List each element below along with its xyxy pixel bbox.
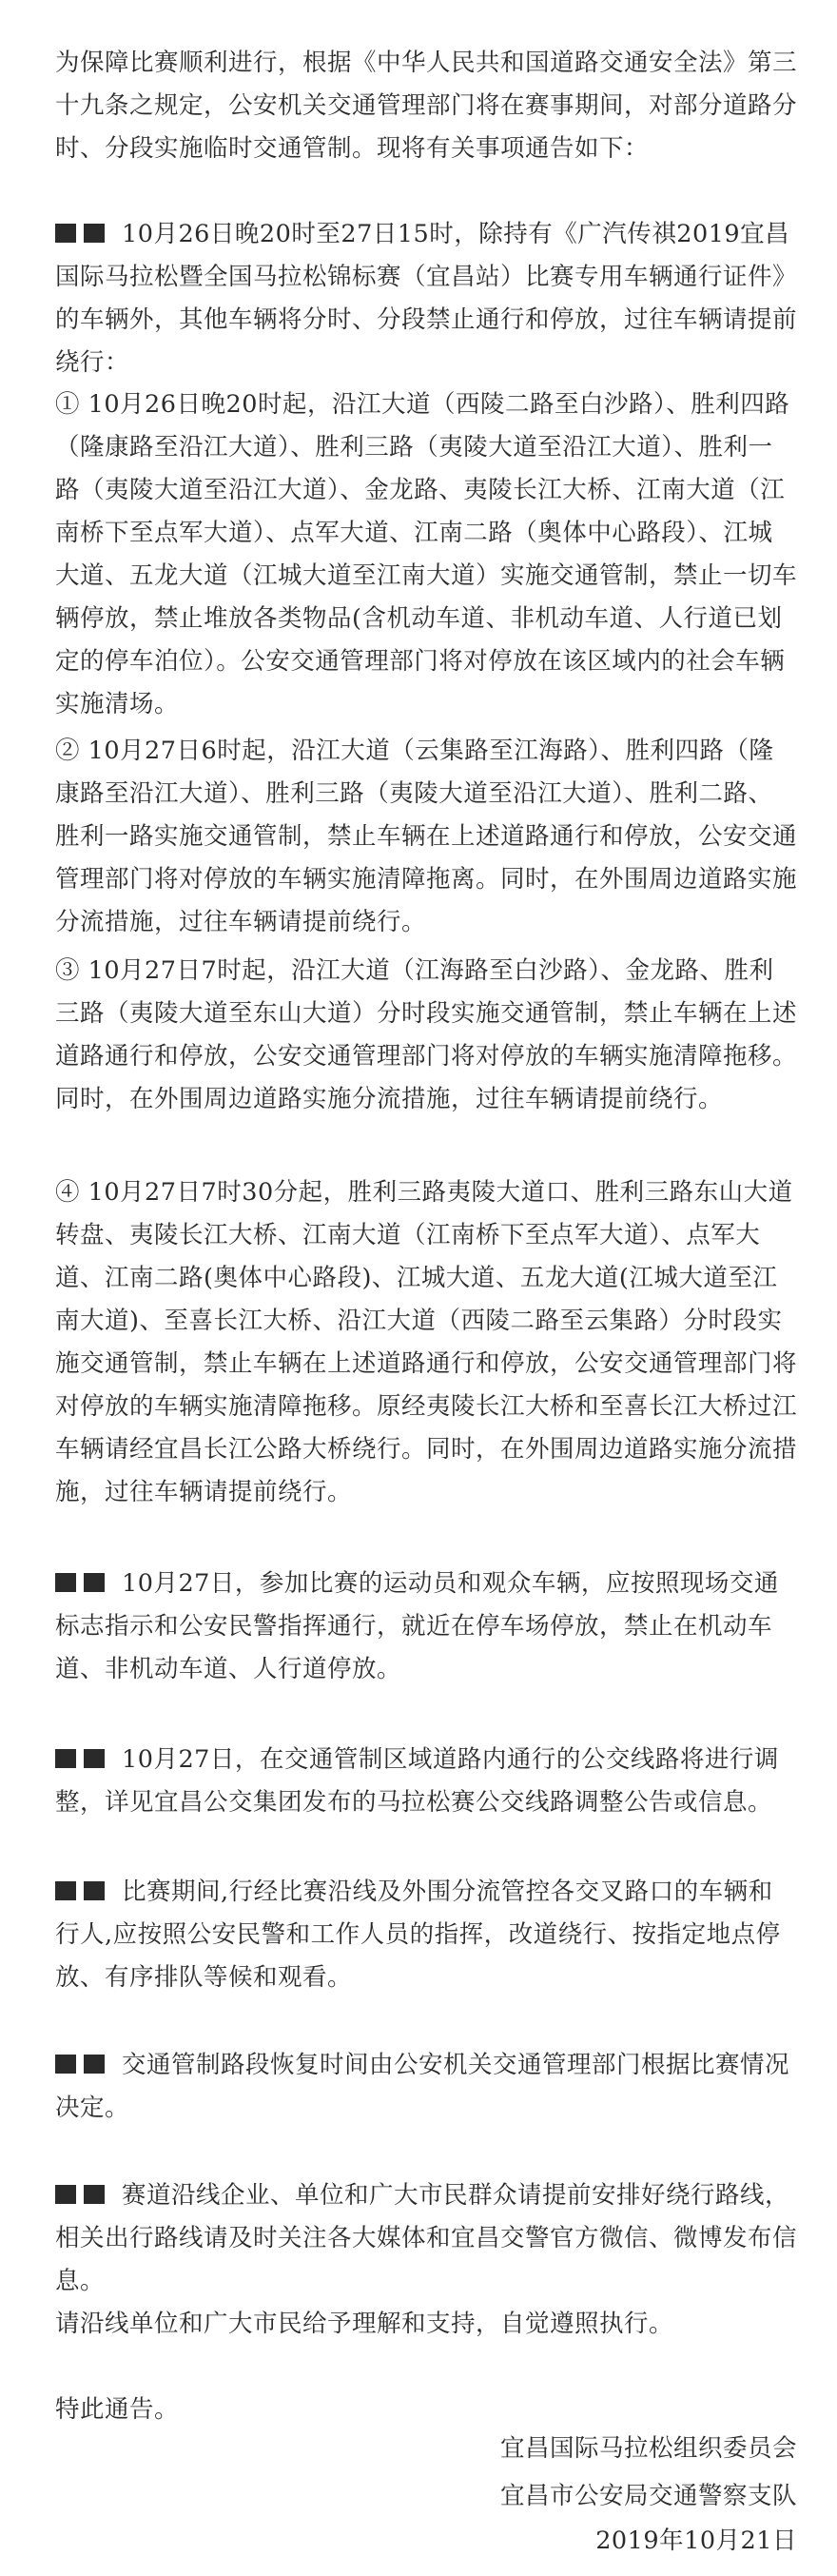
section-marker-icon: [55, 1573, 112, 1592]
section-1-text: 10月26日晚20时至27日15时，除持有《广汽传祺2019宜昌国际马拉松暨全国马拉松锦标赛（宜昌站）比赛专用车辆通行证件》的车辆外，其他车辆将分时、分段禁止通行和停放，过往车辆请提前绕行：: [55, 220, 798, 377]
notice-paragraph: 特此通告。: [55, 2395, 180, 2424]
section-5-paragraph: [55, 2044, 797, 2130]
section-4-paragraph: [55, 1871, 797, 1999]
section-6-paragraph: [55, 2174, 797, 2303]
section-2-paragraph: [55, 1563, 797, 1691]
section-marker-icon: [55, 1881, 112, 1900]
section-5-text: 交通管制路段恢复时间由公安机关交通管理部门根据比赛情况决定。: [55, 2051, 790, 2122]
section-3-paragraph: [55, 1739, 797, 1824]
section-marker-icon: [55, 1749, 112, 1768]
section-3-text: 10月27日，在交通管制区域道路内通行的公交线路将进行调整，详见宜昌公交集团发布的马拉松赛公交线路调整公告或信息。: [55, 1745, 779, 1817]
section-4-text: 比赛期间,行经比赛沿线及外围分流管控各交叉路口的车辆和行人,应按照公安民警和工作人员的指挥，改道绕行、按指定地点停放、有序排队等候和观看。: [55, 1878, 781, 1992]
signature-date: 2019年10月21日: [595, 2527, 797, 2555]
closing-paragraph: 请沿线单位和广大市民给予理解和支持，自觉遵照执行。: [55, 2310, 674, 2338]
item-4-paragraph: ④ 10月27日7时30分起，胜利三路夷陵大道口、胜利三路东山大道转盘、夷陵长江大桥、江南大道（江南桥下至点军大道）、点军大道、江南二路(奥体中心路段)、江城大道、五龙大道(江城大道至江南大道)、至喜长江大桥、沿江大道（西陵二路至云集路）分时段实施交通管制，禁止车辆在上述道路通行和停放，公安交通管理部门将对停放的车辆实施清障拖移。原经夷陵长江大桥和至喜长江大桥过江车辆请经宜昌长江公路大桥绕行。同时，在外围周边道路实施分流措施，过往车辆请提前绕行。: [55, 1178, 798, 1506]
signature-org-committee: 宜昌国际马拉松组织委员会: [499, 2434, 797, 2463]
item-1-paragraph: ① 10月26日晚20时起，沿江大道（西陵二路至白沙路）、胜利四路（隆康路至沿江大道）、胜利三路（夷陵大道至沿江大道）、胜利一路（夷陵大道至沿江大道）、金龙路、夷陵长江大桥、江南大道（江南桥下至点军大道）、点军大道、江南二路（奥体中心路段）、江城大道、五龙大道（江城大道至江南大道）实施交通管制，禁止一切车辆停放，禁止堆放各类物品(含机动车道、非机动车道、人行道已划定的停车泊位）。公安交通管理部门将对停放在该区域内的社会车辆实施清场。: [55, 390, 798, 718]
section-marker-icon: [55, 224, 112, 243]
item-3-paragraph: ③ 10月27日7时起，沿江大道（江海路至白沙路）、金龙路、胜利三路（夷陵大道至东山大道）分时段实施交通管制，禁止车辆在上述道路通行和停放，公安交通管理部门将对停放的车辆实施清障拖移。同时，在外围周边道路实施分流措施，过往车辆请提前绕行。: [55, 956, 798, 1113]
item-2-paragraph: ② 10月27日6时起，沿江大道（云集路至江海路）、胜利四路（隆康路至沿江大道）、胜利三路（夷陵大道至沿江大道）、胜利二路、胜利一路实施交通管制，禁止车辆在上述道路通行和停放，公安交通管理部门将对停放的车辆实施清障拖离。同时，在外围周边道路实施分流措施，过往车辆请提前绕行。: [55, 737, 798, 936]
section-2-text: 10月27日，参加比赛的运动员和观众车辆，应按照现场交通标志指示和公安民警指挥通行，就近在停车场停放，禁止在机动车道、非机动车道、人行道停放。: [55, 1569, 779, 1683]
section-1-paragraph: [55, 213, 797, 384]
section-6-text: 赛道沿线企业、单位和广大市民群众请提前安排好绕行路线，相关出行路线请及时关注各大媒体和宜昌交警官方微信、微博发布信息。: [55, 2181, 798, 2295]
section-marker-icon: [55, 2055, 112, 2074]
signature-traffic-police: 宜昌市公安局交通警察支队: [499, 2482, 797, 2510]
intro-paragraph: 为保障比赛顺利进行，根据《中华人民共和国道路交通安全法》第三十九条之规定，公安机关交通管理部门将在赛事期间，对部分道路分时、分段实施临时交通管制。现将有关事项通告如下：: [55, 49, 798, 163]
section-marker-icon: [55, 2185, 112, 2204]
